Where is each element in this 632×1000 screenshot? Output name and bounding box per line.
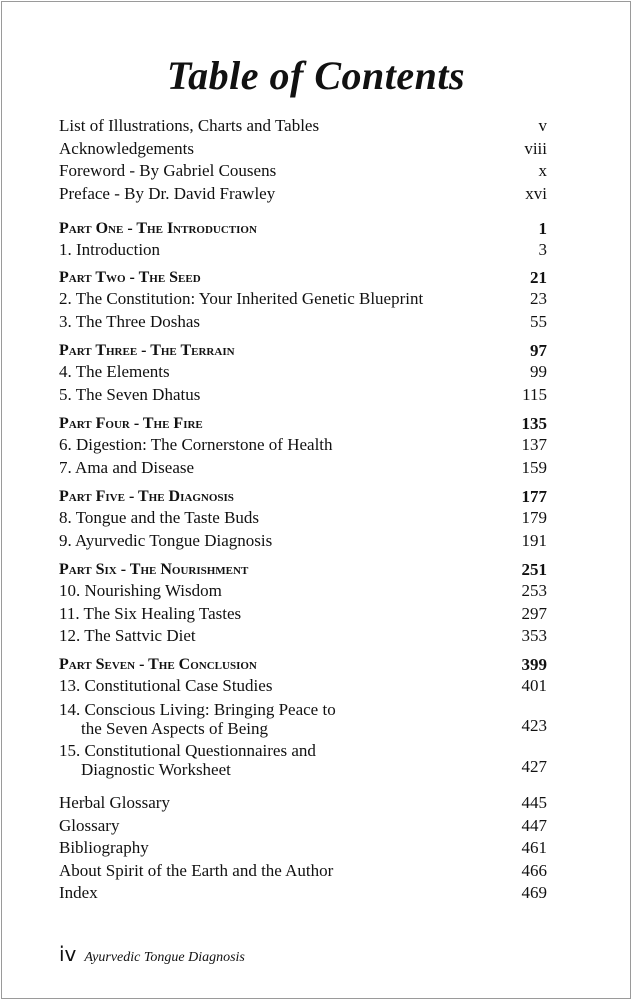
toc-label-line2: Diagnostic Worksheet <box>81 759 231 779</box>
toc-page: 137 <box>521 435 547 454</box>
toc-part-5 <box>59 486 547 552</box>
toc-row <box>59 741 547 779</box>
page-title: Table of Contents <box>166 53 466 98</box>
toc-label: Glossary <box>59 815 120 835</box>
toc-label: 1. Introduction <box>59 240 161 259</box>
part-title: Part Six - The Nourishment <box>59 561 249 578</box>
part-page: 251 <box>521 560 547 579</box>
part-heading <box>59 654 547 675</box>
toc-page: 253 <box>521 581 547 600</box>
toc-label: 4. The Elements <box>59 362 170 381</box>
toc-label: 11. The Six Healing Tastes <box>59 603 242 623</box>
toc-page: 55 <box>530 311 547 331</box>
toc-row <box>59 837 547 860</box>
toc-page: 179 <box>521 508 547 527</box>
toc-row <box>59 507 547 530</box>
toc-row <box>59 815 547 838</box>
toc-label: 3. The Three Doshas <box>59 311 201 331</box>
toc-page: 191 <box>521 530 547 550</box>
toc-label: Bibliography <box>59 838 149 857</box>
toc-page: viii <box>524 138 547 158</box>
part-title: Part Seven - The Conclusion <box>59 656 257 673</box>
toc-page: 23 <box>530 289 547 308</box>
toc-label: 12. The Sattvic Diet <box>59 626 196 645</box>
part-heading <box>59 413 547 434</box>
part-title: Part Two - The Seed <box>59 269 201 286</box>
toc-row <box>59 625 547 648</box>
part-heading <box>59 559 547 580</box>
toc-row <box>59 384 547 407</box>
toc-row <box>59 603 547 626</box>
toc-row <box>59 882 547 905</box>
toc-row <box>59 239 547 262</box>
toc-row <box>59 160 547 183</box>
toc-row <box>59 675 547 698</box>
toc-label: Herbal Glossary <box>59 793 170 812</box>
toc-page: 401 <box>521 676 547 695</box>
toc-page: 99 <box>530 362 547 381</box>
toc-page: 469 <box>521 883 547 902</box>
part-heading <box>59 218 547 239</box>
toc-page: xvi <box>525 183 547 203</box>
toc-row <box>59 700 547 738</box>
toc-part-7 <box>59 654 547 779</box>
toc-label-line1: 14. Conscious Living: Bringing Peace to <box>59 699 336 719</box>
part-heading <box>59 340 547 361</box>
toc-label: Acknowledgements <box>59 138 195 158</box>
toc-row <box>59 530 547 553</box>
toc-part-2 <box>59 267 547 333</box>
part-title: Part One - The Introduction <box>59 220 257 237</box>
toc-page: 427 <box>521 757 547 776</box>
toc-label-line1: 15. Constitutional Questionnaires and <box>59 740 316 760</box>
toc-label: 6. Digestion: The Cornerstone of Health <box>59 435 333 454</box>
toc-label: Foreword - By Gabriel Cousens <box>59 161 277 180</box>
part-page: 21 <box>530 268 547 287</box>
toc-label <box>59 700 336 738</box>
toc-row <box>59 457 547 480</box>
part-page: 177 <box>521 487 547 506</box>
toc-label: List of Illustrations, Charts and Tables <box>59 116 320 135</box>
toc-row <box>59 860 547 883</box>
toc-page: 445 <box>521 793 547 812</box>
toc-label: 9. Ayurvedic Tongue Diagnosis <box>59 530 273 550</box>
toc-page: 423 <box>521 716 547 735</box>
toc-row <box>59 311 547 334</box>
toc-label: Preface - By Dr. David Frawley <box>59 183 276 203</box>
toc-page: 466 <box>521 860 547 880</box>
part-title: Part Four - The Fire <box>59 415 203 432</box>
toc-row <box>59 138 547 161</box>
toc-page: 3 <box>538 240 547 259</box>
part-heading <box>59 267 547 288</box>
toc-part-6 <box>59 559 547 648</box>
toc-back <box>59 792 547 905</box>
toc-label <box>59 741 316 779</box>
footer-book-title: Ayurvedic Tongue Diagnosis <box>84 950 245 965</box>
part-page: 97 <box>530 341 547 360</box>
toc-label: 2. The Constitution: Your Inherited Genetic Blueprint <box>59 289 424 308</box>
toc-row <box>59 183 547 206</box>
toc-row <box>59 792 547 815</box>
toc-front <box>59 115 547 205</box>
toc-page: 159 <box>521 457 547 477</box>
toc-part-3 <box>59 340 547 406</box>
toc-label: 13. Constitutional Case Studies <box>59 676 273 695</box>
toc-label: 5. The Seven Dhatus <box>59 384 201 404</box>
toc-page: 297 <box>521 603 547 623</box>
toc-row <box>59 115 547 138</box>
toc-page: 353 <box>521 626 547 645</box>
toc-page: 115 <box>522 384 547 404</box>
toc-label: Index <box>59 883 98 902</box>
toc-label: 8. Tongue and the Taste Buds <box>59 508 260 527</box>
toc-row <box>59 361 547 384</box>
toc-row <box>59 434 547 457</box>
part-page: 135 <box>521 414 547 433</box>
toc-part-1 <box>59 218 547 262</box>
part-page: 399 <box>521 655 547 674</box>
toc-page: v <box>538 116 547 135</box>
toc-label: 7. Ama and Disease <box>59 457 195 477</box>
part-title: Part Five - The Diagnosis <box>59 488 234 505</box>
toc-part-4 <box>59 413 547 479</box>
part-title: Part Three - The Terrain <box>59 342 235 359</box>
page-footer <box>59 942 245 966</box>
toc-row <box>59 288 547 311</box>
toc-page: x <box>538 161 547 180</box>
footer-page-number: iv <box>59 942 77 966</box>
toc-label-line2: the Seven Aspects of Being <box>81 718 268 738</box>
toc-label: About Spirit of the Earth and the Author <box>59 860 334 880</box>
toc-page: 447 <box>521 815 547 835</box>
part-heading <box>59 486 547 507</box>
toc-row <box>59 580 547 603</box>
part-page: 1 <box>538 219 547 238</box>
toc-label: 10. Nourishing Wisdom <box>59 581 222 600</box>
toc-page: 461 <box>521 838 547 857</box>
